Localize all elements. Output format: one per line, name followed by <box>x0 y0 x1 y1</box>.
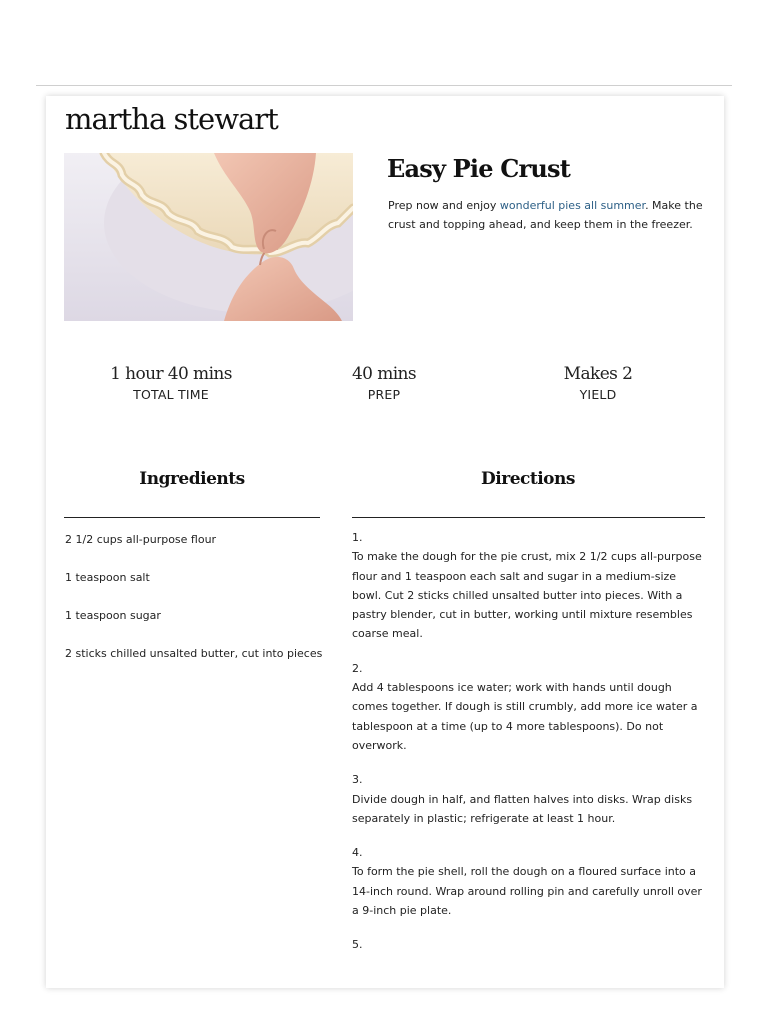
directions-list <box>352 528 708 970</box>
ingredient-item: 2 1/2 cups all-purpose flour <box>65 533 217 546</box>
recipe-hero-image <box>64 153 353 321</box>
recipe-title: Easy Pie Crust <box>387 154 571 183</box>
stat-value: 1 hour 40 mins <box>110 364 232 384</box>
pie-crust-crimping-illustration <box>64 153 353 321</box>
ingredient-item: 1 teaspoon sugar <box>65 609 161 622</box>
ingredients-heading: Ingredients <box>139 469 245 489</box>
direction-step <box>352 843 708 920</box>
stat-label: PREP <box>367 387 401 402</box>
ingredients-divider <box>64 517 320 518</box>
ingredient-item: 1 teaspoon salt <box>65 571 150 584</box>
wonderful-pies-link[interactable]: wonderful pies all summer <box>499 199 646 212</box>
step-text: Add 4 tablespoons ice water; work with hands until dough comes together. If dough is still crumbly, add more ice water a tablespoon at a time (up to 4 more tablespoons). Do not overwork. <box>352 681 698 752</box>
ingredients-list <box>65 530 327 682</box>
stat-label: TOTAL TIME <box>133 387 209 402</box>
stat-value: Makes 2 <box>563 364 633 384</box>
page-top-divider <box>36 85 732 86</box>
step-number: 4. <box>352 846 363 860</box>
intro-text-after: . Make the crust and topping ahead, and keep them in the freezer. <box>388 199 703 231</box>
direction-step <box>352 935 708 954</box>
intro-text-before: Prep now and enjoy <box>388 199 500 212</box>
brand-logo[interactable]: martha stewart <box>65 102 278 136</box>
stat-prep <box>336 364 432 402</box>
directions-divider <box>352 517 705 518</box>
stat-label: YIELD <box>579 387 617 402</box>
step-text: To form the pie shell, roll the dough on a floured surface into a 14-inch round. Wrap around rolling pin and carefully unroll over a 9-inch pie plate. <box>352 865 702 918</box>
step-number: 5. <box>352 938 363 952</box>
step-number: 3. <box>352 773 363 787</box>
step-text: Divide dough in half, and flatten halves into disks. Wrap disks separately in plastic; refrigerate at least 1 hour. <box>352 792 693 825</box>
ingredient-item: 2 sticks chilled unsalted butter, cut into pieces <box>65 647 323 660</box>
directions-heading: Directions <box>481 469 575 489</box>
stat-value: 40 mins <box>351 364 417 384</box>
step-text: To make the dough for the pie crust, mix 2 1/2 cups all-purpose flour and 1 teaspoon each salt and sugar in a medium-size bowl. Cut 2 sticks chilled unsalted butter into pieces. With a pastry blender, cut in butter, working until mixture resembles coarse meal. <box>352 550 702 641</box>
direction-step <box>352 528 708 644</box>
recipe-intro <box>388 196 708 234</box>
step-number: 1. <box>352 531 363 544</box>
step-number: 2. <box>352 661 363 675</box>
stat-yield <box>546 364 650 402</box>
recipe-card <box>46 96 724 988</box>
stat-total-time <box>106 364 236 402</box>
direction-step <box>352 770 708 828</box>
direction-step <box>352 659 708 755</box>
